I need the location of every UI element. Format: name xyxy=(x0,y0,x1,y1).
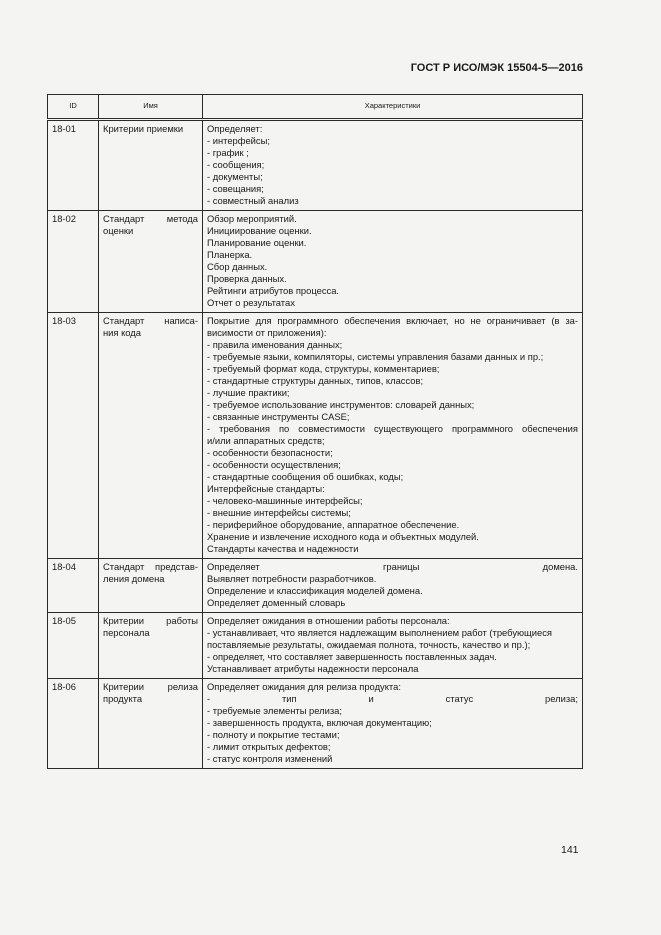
column-header-id: ID xyxy=(48,95,99,120)
characteristic-line: Интерфейсные стандарты: xyxy=(207,483,325,494)
row-id: 18-03 xyxy=(48,313,99,559)
page-number: 141 xyxy=(561,844,579,856)
row-name xyxy=(99,120,203,211)
characteristic-line: Определение и классификация моделей домена. xyxy=(207,585,423,596)
characteristic-line: висимости от приложения): xyxy=(207,327,327,338)
characteristic-line: поставляемые результаты, ожидаемая полнота, точность, качество и пр.); xyxy=(207,639,531,650)
characteristic-line: - правила именования данных; xyxy=(207,339,343,350)
characteristic-line: - связанные инструменты CASE; xyxy=(207,411,350,422)
characteristic-line: Стандарты качества и надежности xyxy=(207,543,359,554)
characteristic-line: - особенности безопасности; xyxy=(207,447,333,458)
table-row xyxy=(48,120,583,211)
characteristic-line: - статус контроля изменений xyxy=(207,753,333,764)
characteristic-line: - стандартные структуры данных, типов, классов; xyxy=(207,375,424,386)
characteristic-line: Устанавливает атрибуты надежности персонала xyxy=(207,663,419,674)
row-name-line: ления домена xyxy=(103,573,165,584)
characteristic-line: - тип и статус релиза; xyxy=(207,693,578,704)
characteristic-line: - особенности осуществления; xyxy=(207,459,341,470)
row-characteristics xyxy=(203,559,583,613)
characteristic-line: Рейтинги атрибутов процесса. xyxy=(207,285,340,296)
row-name-line: Стандарт написа- xyxy=(103,315,198,326)
row-name xyxy=(99,211,203,313)
row-name-line: персонала xyxy=(103,627,150,638)
characteristic-line: Инициирование оценки. xyxy=(207,225,312,236)
characteristic-line: Хранение и извлечение исходного кода и объектных модулей. xyxy=(207,531,479,542)
characteristic-line: - интерфейсы; xyxy=(207,135,270,146)
row-name-line: Критерии работы xyxy=(103,615,198,626)
row-characteristics xyxy=(203,211,583,313)
characteristic-line: - требуемый формат кода, структуры, комментариев; xyxy=(207,363,440,374)
characteristic-line: - лучшие практики; xyxy=(207,387,290,398)
row-name-line: Стандарт представ- xyxy=(103,561,198,572)
column-header-characteristics: Характеристики xyxy=(203,95,583,120)
characteristic-line: - лимит открытых дефектов; xyxy=(207,741,331,752)
row-characteristics xyxy=(203,679,583,769)
row-name-line: ния кода xyxy=(103,327,141,338)
characteristic-line: Определяет ожидания в отношении работы персонала: xyxy=(207,615,450,626)
characteristic-line: - устанавливает, что является надлежащим выполнением работ (требующиеся xyxy=(207,627,552,638)
characteristic-line: Обзор мероприятий. xyxy=(207,213,297,224)
row-characteristics xyxy=(203,313,583,559)
row-name-line: Критерии релиза xyxy=(103,681,198,692)
row-name xyxy=(99,679,203,769)
characteristic-line: - периферийное оборудование, аппаратное обеспечение. xyxy=(207,519,460,530)
characteristic-line: - совместный анализ xyxy=(207,195,299,206)
characteristic-line: - определяет, что составляет завершенность поставленных задач. xyxy=(207,651,497,662)
column-header-name: Имя xyxy=(99,95,203,120)
document-header: ГОСТ Р ИСО/МЭК 15504-5—2016 xyxy=(410,62,583,74)
row-name-line: Критерии приемки xyxy=(103,123,184,134)
characteristic-line: - совещания; xyxy=(207,183,264,194)
characteristic-line: - сообщения; xyxy=(207,159,265,170)
row-id: 18-02 xyxy=(48,211,99,313)
row-name xyxy=(99,313,203,559)
characteristic-line: Определяет границы домена. xyxy=(207,561,578,572)
row-id: 18-01 xyxy=(48,120,99,211)
row-name xyxy=(99,559,203,613)
characteristic-line: Проверка данных. xyxy=(207,273,287,284)
row-characteristics xyxy=(203,120,583,211)
table-row xyxy=(48,559,583,613)
characteristic-line: Выявляет потребности разработчиков. xyxy=(207,573,377,584)
table-header-row xyxy=(48,95,583,120)
table-row xyxy=(48,313,583,559)
row-characteristics xyxy=(203,613,583,679)
table-row xyxy=(48,211,583,313)
row-name-line: продукта xyxy=(103,693,143,704)
characteristic-line: - полноту и покрытие тестами; xyxy=(207,729,340,740)
row-name-line: оценки xyxy=(103,225,134,236)
row-id: 18-05 xyxy=(48,613,99,679)
characteristic-line: Определяет доменный словарь xyxy=(207,597,346,608)
characteristic-line: Отчет о результатах xyxy=(207,297,295,308)
characteristic-line: - стандартные сообщения об ошибках, коды; xyxy=(207,471,404,482)
characteristic-line: Планерка. xyxy=(207,249,253,260)
characteristic-line: Определяет: xyxy=(207,123,263,134)
table-row xyxy=(48,613,583,679)
row-id: 18-06 xyxy=(48,679,99,769)
characteristic-line: и/или аппаратных средств; xyxy=(207,435,325,446)
characteristic-line: - завершенность продукта, включая документацию; xyxy=(207,717,432,728)
characteristic-line: - внешние интерфейсы системы; xyxy=(207,507,351,518)
characteristic-line: Определяет ожидания для релиза продукта: xyxy=(207,681,401,692)
characteristic-line: Покрытие для программного обеспечения включает, но не ограничивает (в за- xyxy=(207,315,578,326)
row-name xyxy=(99,613,203,679)
table-row xyxy=(48,679,583,769)
row-name-line: Стандарт метода xyxy=(103,213,198,224)
characteristic-line: Сбор данных. xyxy=(207,261,268,272)
row-id: 18-04 xyxy=(48,559,99,613)
characteristic-line: - требуемые языки, компиляторы, системы управления базами данных и пр.; xyxy=(207,351,544,362)
characteristics-table xyxy=(47,94,583,769)
characteristic-line: - человеко-машинные интерфейсы; xyxy=(207,495,363,506)
characteristic-line: - график ; xyxy=(207,147,249,158)
characteristic-line: Планирование оценки. xyxy=(207,237,307,248)
characteristic-line: - документы; xyxy=(207,171,263,182)
characteristic-line: - требуемые элементы релиза; xyxy=(207,705,342,716)
table-body xyxy=(48,120,583,769)
characteristic-line: - требуемое использование инструментов: словарей данных; xyxy=(207,399,475,410)
characteristic-line: - требования по совместимости существующего программного обеспечения xyxy=(207,423,578,434)
